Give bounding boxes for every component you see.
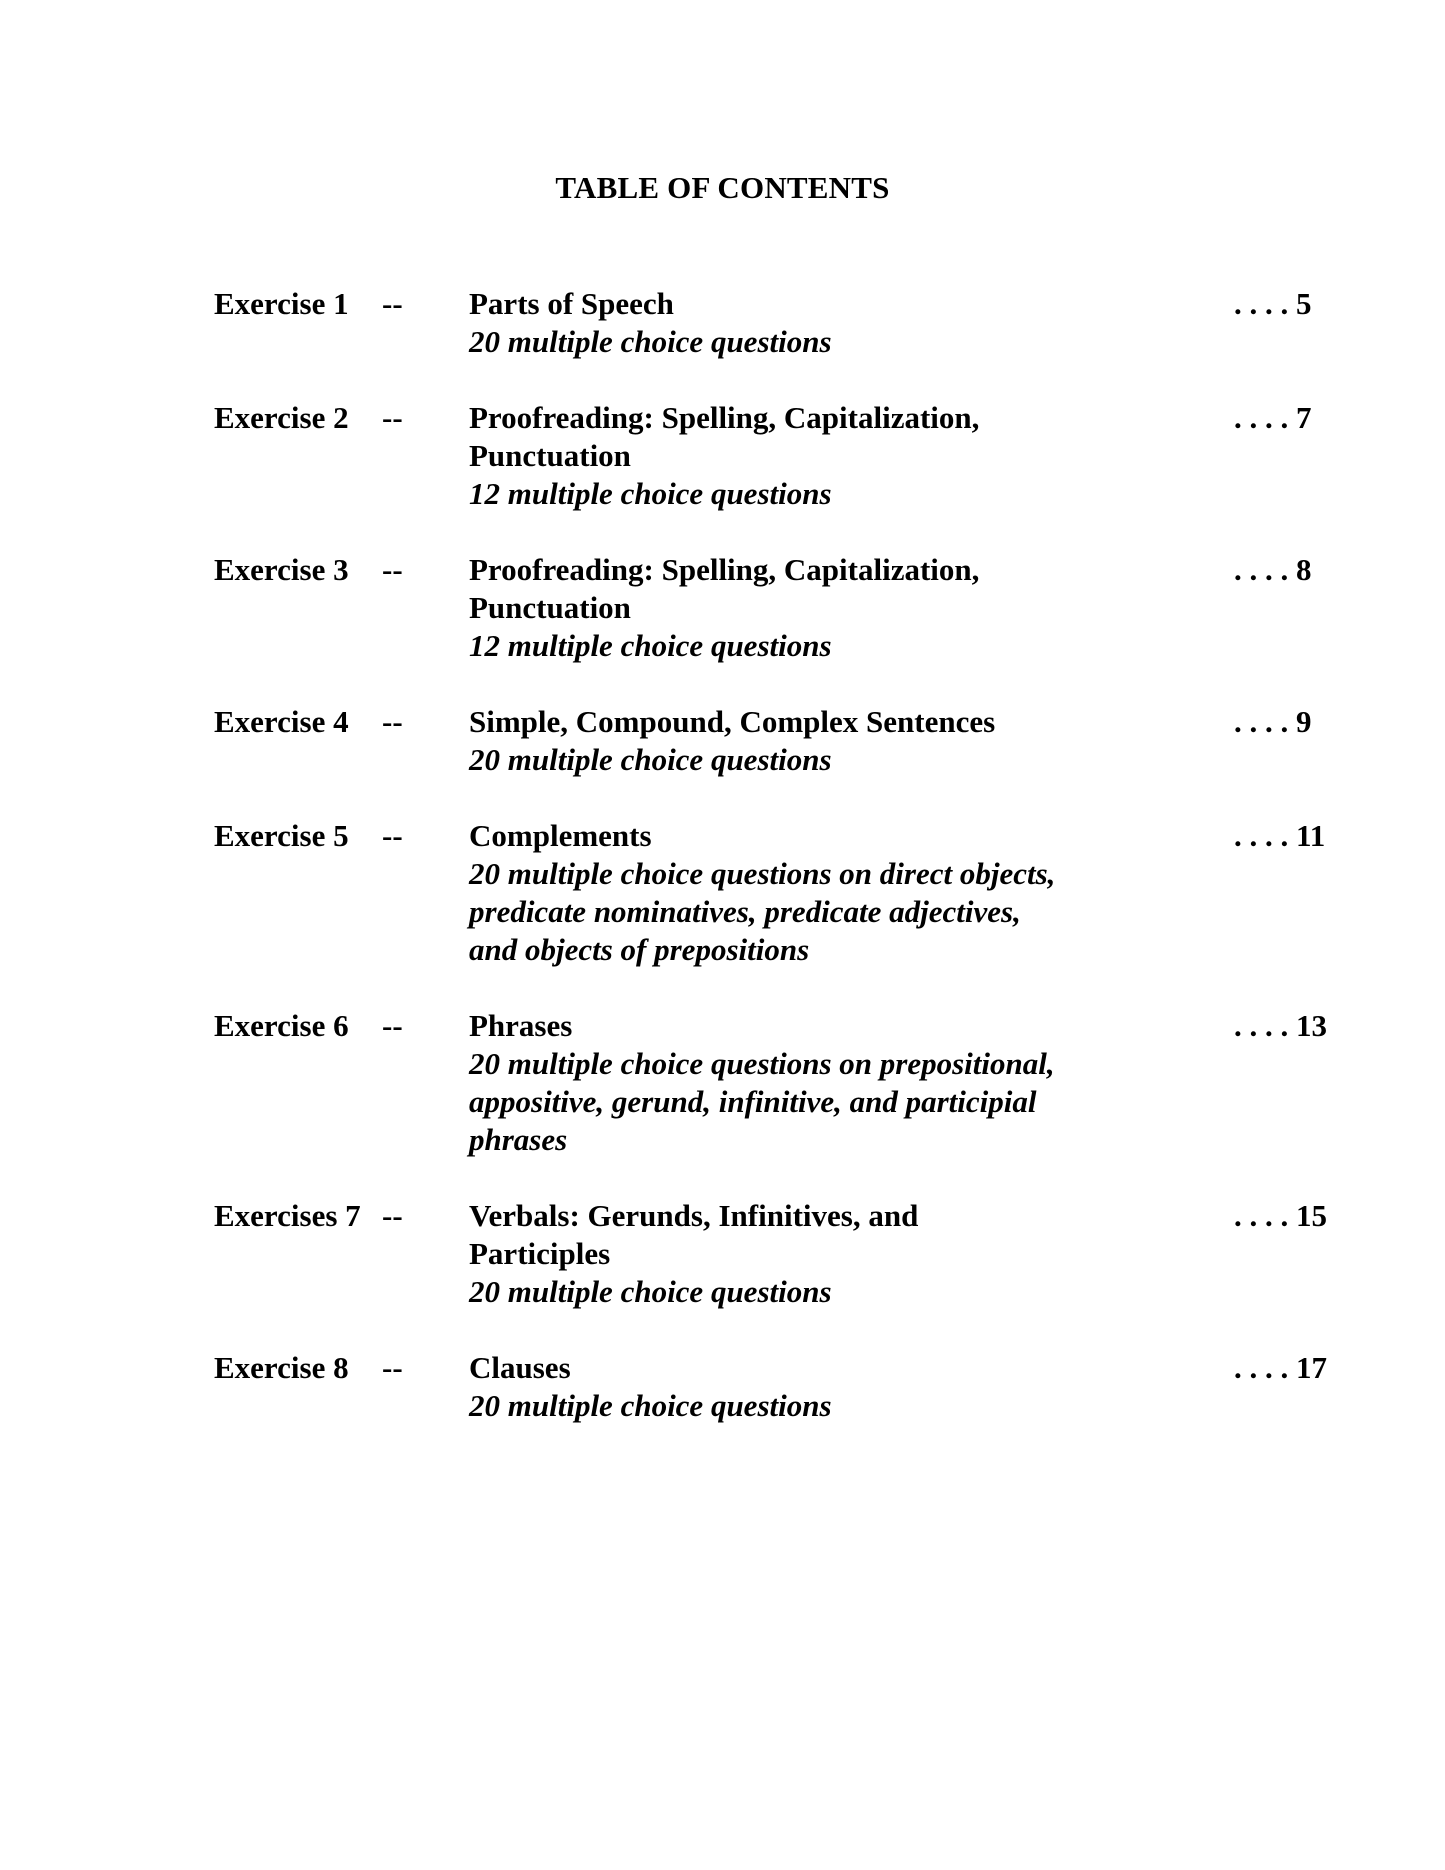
exercise-description: 20 multiple choice questions xyxy=(469,1388,832,1423)
exercise-topic: Clauses xyxy=(469,1350,571,1385)
table-of-contents xyxy=(214,285,1344,1463)
exercise-separator: -- xyxy=(382,1198,403,1233)
exercise-topic: Punctuation xyxy=(469,438,631,473)
exercise-label: Exercise 3 xyxy=(214,552,349,587)
exercise-body xyxy=(469,1007,1129,1159)
exercise-separator: -- xyxy=(382,818,403,853)
exercise-separator: -- xyxy=(382,552,403,587)
toc-entry xyxy=(214,1349,1344,1425)
toc-entry xyxy=(214,1007,1344,1159)
exercise-description: predicate nominatives, predicate adjectives, xyxy=(469,894,1021,929)
exercise-body xyxy=(469,703,1129,779)
exercise-description: 12 multiple choice questions xyxy=(469,628,832,663)
exercise-topic: Verbals: Gerunds, Infinitives, and xyxy=(469,1198,919,1233)
toc-entry xyxy=(214,1197,1344,1311)
page-number: . . . . 5 xyxy=(1234,286,1312,321)
exercise-description: 20 multiple choice questions xyxy=(469,742,832,777)
page-title: TABLE OF CONTENTS xyxy=(555,170,890,205)
page-number: . . . . 17 xyxy=(1234,1350,1327,1385)
exercise-topic: Complements xyxy=(469,818,652,853)
exercise-topic: Simple, Compound, Complex Sentences xyxy=(469,704,996,739)
page-number: . . . . 13 xyxy=(1234,1008,1327,1043)
page-number: . . . . 15 xyxy=(1234,1198,1327,1233)
exercise-description: 12 multiple choice questions xyxy=(469,476,832,511)
exercise-topic: Proofreading: Spelling, Capitalization, xyxy=(469,400,980,435)
exercise-label: Exercise 8 xyxy=(214,1350,349,1385)
exercise-label: Exercise 4 xyxy=(214,704,349,739)
page-number: . . . . 8 xyxy=(1234,552,1312,587)
exercise-body xyxy=(469,1349,1129,1425)
exercise-label: Exercise 2 xyxy=(214,400,349,435)
exercise-topic: Participles xyxy=(469,1236,611,1271)
page-number: . . . . 11 xyxy=(1234,818,1326,853)
exercise-separator: -- xyxy=(382,400,403,435)
exercise-separator: -- xyxy=(382,1350,403,1385)
exercise-topic: Phrases xyxy=(469,1008,573,1043)
toc-entry xyxy=(214,399,1344,513)
exercise-label: Exercise 6 xyxy=(214,1008,349,1043)
exercise-description: 20 multiple choice questions xyxy=(469,1274,832,1309)
exercise-description: 20 multiple choice questions on prepositional, xyxy=(469,1046,1055,1081)
exercise-description: phrases xyxy=(469,1122,568,1157)
exercise-label: Exercises 7 xyxy=(214,1198,361,1233)
exercise-description: and objects of prepositions xyxy=(469,932,810,967)
exercise-label: Exercise 5 xyxy=(214,818,349,853)
exercise-topic: Proofreading: Spelling, Capitalization, xyxy=(469,552,980,587)
page-number: . . . . 7 xyxy=(1234,400,1312,435)
exercise-description: 20 multiple choice questions xyxy=(469,324,832,359)
page-number: . . . . 9 xyxy=(1234,704,1312,739)
exercise-separator: -- xyxy=(382,704,403,739)
toc-entry xyxy=(214,817,1344,969)
toc-entry xyxy=(214,551,1344,665)
exercise-topic: Punctuation xyxy=(469,590,631,625)
exercise-body xyxy=(469,817,1129,969)
exercise-label: Exercise 1 xyxy=(214,286,349,321)
exercise-description: appositive, gerund, infinitive, and participial xyxy=(469,1084,1037,1119)
exercise-body xyxy=(469,551,1129,665)
toc-entry xyxy=(214,703,1344,779)
exercise-topic: Parts of Speech xyxy=(469,286,674,321)
exercise-separator: -- xyxy=(382,286,403,321)
exercise-description: 20 multiple choice questions on direct objects, xyxy=(469,856,1056,891)
exercise-body xyxy=(469,285,1129,361)
exercise-body xyxy=(469,399,1129,513)
exercise-body xyxy=(469,1197,1129,1311)
toc-entry xyxy=(214,285,1344,361)
exercise-separator: -- xyxy=(382,1008,403,1043)
